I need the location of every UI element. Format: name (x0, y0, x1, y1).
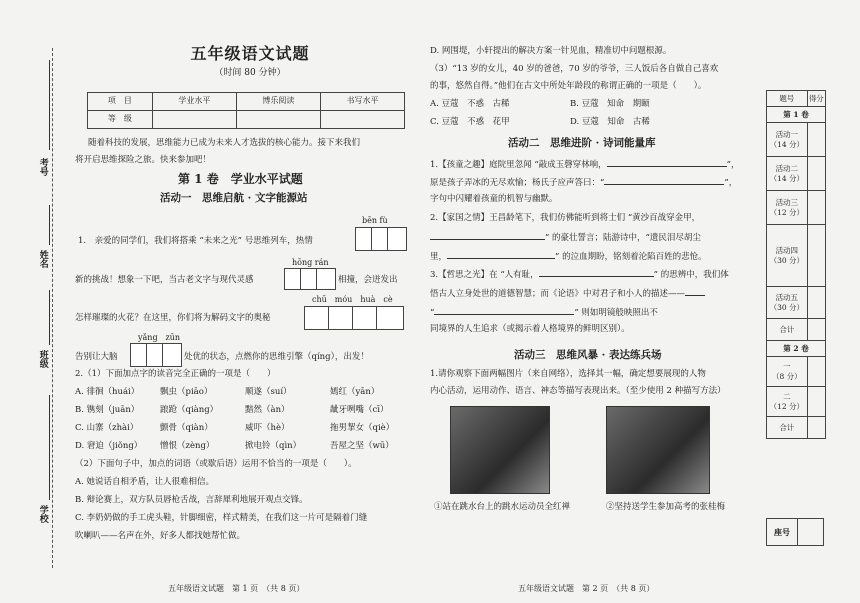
option-b: B. 镌刻（juān） (75, 405, 140, 415)
pinyin: bēn fù (362, 216, 388, 225)
answer-blank[interactable] (607, 158, 727, 167)
grade-table (87, 92, 405, 129)
grade-table-cell: 博乐阅读 (236, 93, 320, 111)
poem-question-2: 里， ” 的泣血期盼，铭刻着沦陷百姓的悲怆。 (430, 252, 707, 262)
grade-table-cell: 项 目 (88, 93, 153, 111)
option-a: 顺遂（suí） (245, 387, 292, 397)
score-volume-2: 第 2 卷 (767, 341, 826, 357)
binding-dashed-line (52, 48, 53, 568)
score-field[interactable] (807, 225, 825, 287)
binding-underline (49, 395, 50, 500)
question-1-text: 处优的状态，点燃你的思维引擎（qíng），出发！ (184, 352, 369, 362)
score-field[interactable] (807, 417, 825, 439)
score-row-label: 一 （8 分） (767, 357, 808, 387)
binding-label-class: 班级 (37, 350, 48, 368)
seat-label: 座号 (767, 519, 798, 546)
poem-question-1: 字句中闪耀着孩童的机智与幽默。 (430, 194, 558, 204)
option-a: 嫣红（yān） (330, 387, 380, 397)
binding-label-school: 学校 (37, 505, 48, 523)
score-field[interactable] (807, 287, 825, 319)
answer-blank[interactable] (447, 250, 555, 259)
exam-time: （时间 80 分钟） (214, 68, 286, 78)
score-header: 题号 (767, 91, 808, 107)
poem-question-3: 同境界的人生追求（或揭示着人格境界的鲜明区别）。 (430, 324, 630, 334)
score-row-label: 二 （12 分） (767, 387, 808, 417)
binding-underline (49, 60, 50, 150)
poem-question-3: 悟古人立身处世的道德智慧；而《论语》中对君子和小人的描述—— (430, 287, 705, 300)
score-field[interactable] (807, 357, 825, 387)
photo-caption-2: ②坚持送学生参加高考的张桂梅 (606, 502, 726, 512)
score-volume-1: 第 1 卷 (767, 107, 826, 123)
grade-field[interactable] (320, 111, 404, 129)
option-c: 颤骨（qiàn） (160, 423, 213, 433)
option-c: 拖男挈女（qiè） (330, 423, 395, 433)
option-a: 飘虫（piāo） (160, 387, 213, 397)
poem-question-2: 2.【家国之情】王昌龄笔下，我们仿佛能听到将士们 “黄沙百战穿金甲， (430, 213, 701, 223)
option-a: A. 徘徊（huái） (75, 387, 140, 397)
score-row-label: 活动四 （30 分） (767, 225, 808, 287)
option-a: A. 她说话自相矛盾，让人很难相信。 (75, 477, 215, 487)
binding-label-exam-no: 考号 (37, 158, 48, 176)
exam-title: 五年级语文试题 (190, 44, 310, 63)
binding-label-name: 姓名 (37, 250, 48, 268)
pinyin: hōng rán (292, 258, 329, 267)
binding-underline (49, 205, 50, 245)
option-b: B. 辩论赛上，双方队员唇枪舌战，言辞犀利地展开观点交锋。 (75, 495, 308, 505)
grade-table-cell: 学业水平 (152, 93, 236, 111)
option-d: D. 豆蔻 知命 古稀 (570, 117, 650, 127)
option-c: C. 山寨（zhài） (75, 423, 139, 433)
diver-photo (450, 406, 550, 494)
option-a: A. 豆蔻 不惑 古稀 (430, 99, 510, 109)
score-row-label: 活动二 （14 分） (767, 157, 808, 191)
option-b: 黯然（àn） (245, 405, 290, 415)
seat-field[interactable] (798, 519, 824, 546)
poem-question-1: 1.【孩童之趣】庭院里忽闻 “敲成玉磬穿林响， ”， (430, 160, 740, 170)
option-c: C. 李奶奶做的手工虎头鞋，针脚细密，样式精美，在我们这一片可是隔着门缝 (75, 513, 368, 523)
writing-question: 内心活动，运用动作、语言、神态等描写表现出来。（至少使用 2 种描写方法） (430, 386, 726, 396)
question-1-text: 1. 亲爱的同学们，我们将搭乘 “未来之光” 号思维列车，热情 (78, 236, 313, 246)
score-field[interactable] (807, 123, 825, 157)
grade-field[interactable] (236, 111, 320, 129)
page-footer: 五年级语文试题 第 1 页 （共 8 页） (168, 584, 305, 593)
answer-blank[interactable] (539, 268, 654, 277)
answer-box[interactable] (130, 343, 182, 367)
poem-question-1: 原是孩子弄冰的无尽欢愉；杨氏子应声答曰：“ ”， (430, 178, 738, 188)
option-b: 龇牙咧嘴（cī） (330, 405, 389, 415)
answer-blank[interactable] (685, 287, 705, 296)
poem-question-3: 3.【哲思之光】在 “人有耻， ” 的思辨中，我们体 (430, 270, 729, 280)
option-b: B. 豆蔻 知命 期颐 (570, 99, 650, 109)
option-d: 憎恨（zèng） (160, 441, 215, 451)
pinyin: yǎng zūn (138, 333, 181, 342)
question-1-text: 新的挑战！想象一下吧，当古老文字与现代灵感 (75, 275, 254, 285)
answer-box[interactable] (284, 268, 336, 290)
question-1-text: 相撞，会迸发出 (338, 275, 398, 285)
answer-blank[interactable] (604, 176, 724, 185)
grade-table-cell: 等 级 (88, 111, 153, 129)
grade-field[interactable] (152, 111, 236, 129)
question-2-2-stem: （2）下面句子中，加点的词语（或歇后语）运用不恰当的一项是（ ）。 (75, 459, 357, 469)
answer-blank[interactable] (434, 306, 574, 315)
activity-2-heading: 活动二 思维进阶 · 诗词能量库 (508, 137, 656, 149)
binding-underline (49, 290, 50, 345)
photo-caption-1: ①站在跳水台上的跳水运动员全红禅 (434, 502, 571, 512)
poem-question-3: “ ” 则如明镜般映照出不 (430, 308, 658, 318)
option-c: C. 豆蔻 不惑 花甲 (430, 117, 510, 127)
activity-1-heading: 活动一 思维启航 · 文字能源站 (160, 192, 308, 204)
score-field[interactable] (807, 319, 825, 341)
page-footer: 五年级语文试题 第 2 页 （共 8 页） (518, 584, 655, 593)
question-3-text: （3）“13 岁的女儿，40 岁的爸爸，70 岁的爷爷，三人饭后各自做自己喜欢 (430, 64, 719, 74)
question-1-text: 告别让大脑 (75, 352, 118, 362)
question-1-text: 怎样璀璨的火花？在这里，你们将为解码文字的奥秘 (75, 313, 271, 323)
poem-question-2: ” 的豪壮誓言；陆游诗中，“遗民泪尽胡尘 (430, 231, 701, 244)
answer-box[interactable] (355, 227, 407, 251)
score-field[interactable] (807, 387, 825, 417)
question-2-stem: 2.（1）下面加点字的读音完全正确的一项是（ ） (75, 369, 276, 379)
score-total-label: 合计 (767, 417, 808, 439)
writing-question: 1.请你观察下面两幅图片（来自网络），选择其一幅，确定想要展现的人物 (430, 369, 706, 379)
option-d: 吾屋之坚（wū） (330, 441, 394, 451)
activity-3-heading: 活动三 思维风暴 · 表达练兵场 (514, 349, 662, 361)
score-field[interactable] (807, 191, 825, 225)
answer-blank[interactable] (430, 231, 545, 240)
intro-text: 将开启思维探险之旅。快来参加吧！ (75, 155, 212, 165)
score-field[interactable] (807, 157, 825, 191)
option-d: D. 网围堤，小轩提出的解决方案一针见血，精准切中问题根源。 (430, 46, 672, 56)
answer-box[interactable] (304, 306, 404, 330)
question-3-text: 的事，悠然自得。”他们在古文中所处年龄段的称谓正确的一项是（ ）。 (430, 81, 707, 91)
score-total-label: 合计 (767, 319, 808, 341)
intro-text: 随着科技的发展，思维能力已成为未来人才选拔的核心能力。接下来我们 (88, 138, 361, 148)
option-c: 吹喇叭——名声在外，好多人都找她帮忙做。 (75, 531, 246, 541)
score-table (766, 90, 826, 439)
option-d: D. 窘迫（jiǒng） (75, 441, 143, 451)
seat-table (766, 518, 824, 546)
score-header: 得分 (807, 91, 825, 107)
score-row-label: 活动五 （30 分） (767, 287, 808, 319)
volume-1-heading: 第 1 卷 学业水平试题 (178, 172, 303, 186)
pinyin: chū móu huà cè (312, 295, 393, 304)
score-row-label: 活动一 （14 分） (767, 123, 808, 157)
option-c: 威吓（hè） (245, 423, 290, 433)
grade-table-cell: 书写水平 (320, 93, 404, 111)
score-row-label: 活动三 （12 分） (767, 191, 808, 225)
option-d: 掀电铃（qìn） (245, 441, 302, 451)
teacher-photo (606, 406, 710, 494)
option-b: 踉跄（qiàng） (160, 405, 219, 415)
